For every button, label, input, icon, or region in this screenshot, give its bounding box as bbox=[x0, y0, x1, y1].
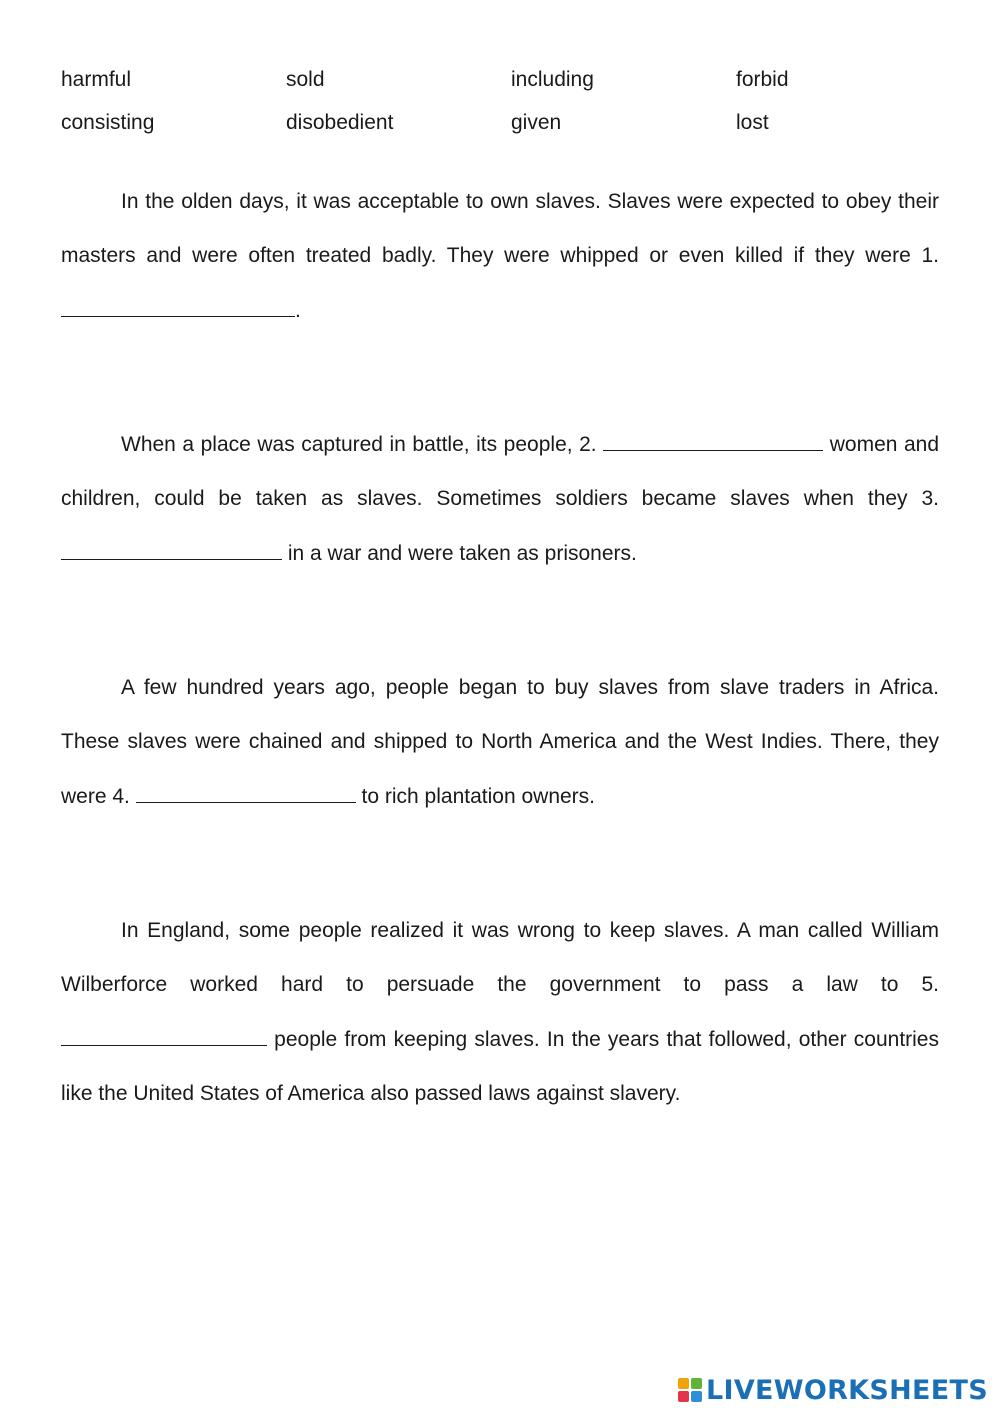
word-bank-item: given bbox=[511, 111, 562, 134]
paragraph-1 bbox=[61, 175, 939, 338]
logo-text: LIVEWORKSHEETS bbox=[705, 1374, 988, 1406]
answer-blank-3[interactable] bbox=[61, 541, 282, 560]
word-bank-item: lost bbox=[736, 111, 769, 134]
liveworksheets-logo bbox=[678, 1374, 988, 1406]
paragraph-text: people from keeping slaves. In the years that followed, other countries like the United States of America also passed laws against slavery. bbox=[61, 1027, 939, 1105]
word-bank-item: including bbox=[511, 68, 594, 91]
answer-blank-5[interactable] bbox=[61, 1027, 267, 1046]
paragraph-text: women and children, could be taken as slaves. Sometimes soldiers became slaves when they 3. bbox=[61, 433, 940, 511]
logo-mark-square bbox=[691, 1378, 702, 1389]
paragraph-text: . bbox=[295, 298, 301, 322]
word-bank-item: disobedient bbox=[286, 111, 394, 134]
logo-mark-square bbox=[678, 1391, 689, 1402]
paragraph-text: in a war and were taken as prisoners. bbox=[282, 541, 637, 565]
paragraph-text: In the olden days, it was acceptable to own slaves. Slaves were expected to obey their masters and were often treated badly. They were whipped or even killed if they were 1. bbox=[61, 190, 939, 268]
paragraph-4 bbox=[61, 904, 939, 1121]
word-bank-row bbox=[61, 101, 961, 144]
word-bank bbox=[61, 58, 961, 144]
paragraph-text: When a place was captured in battle, its people, 2. bbox=[121, 433, 604, 456]
paragraph-text: to rich plantation owners. bbox=[355, 784, 595, 808]
word-bank-item: forbid bbox=[736, 68, 789, 91]
word-bank-item: sold bbox=[286, 68, 325, 91]
word-bank-item: consisting bbox=[61, 111, 155, 134]
answer-blank-2[interactable] bbox=[603, 432, 823, 451]
logo-mark-square bbox=[691, 1391, 702, 1402]
paragraph-3 bbox=[61, 661, 939, 824]
paragraph-2 bbox=[61, 418, 939, 581]
logo-mark-square bbox=[678, 1378, 689, 1389]
logo-mark-icon bbox=[678, 1378, 702, 1402]
word-bank-item: harmful bbox=[61, 68, 132, 91]
answer-blank-1[interactable] bbox=[61, 298, 295, 317]
paragraph-text: In England, some people realized it was wrong to keep slaves. A man called William Wilberforce worked hard to persuade the government to pass a law to 5. bbox=[61, 919, 939, 997]
answer-blank-4[interactable] bbox=[136, 784, 356, 803]
paragraph-text: A few hundred years ago, people began to buy slaves from slave traders in Africa. These slaves were chained and shipped to North America and the West Indies. There, they were 4. bbox=[61, 676, 939, 808]
word-bank-row bbox=[61, 58, 961, 101]
